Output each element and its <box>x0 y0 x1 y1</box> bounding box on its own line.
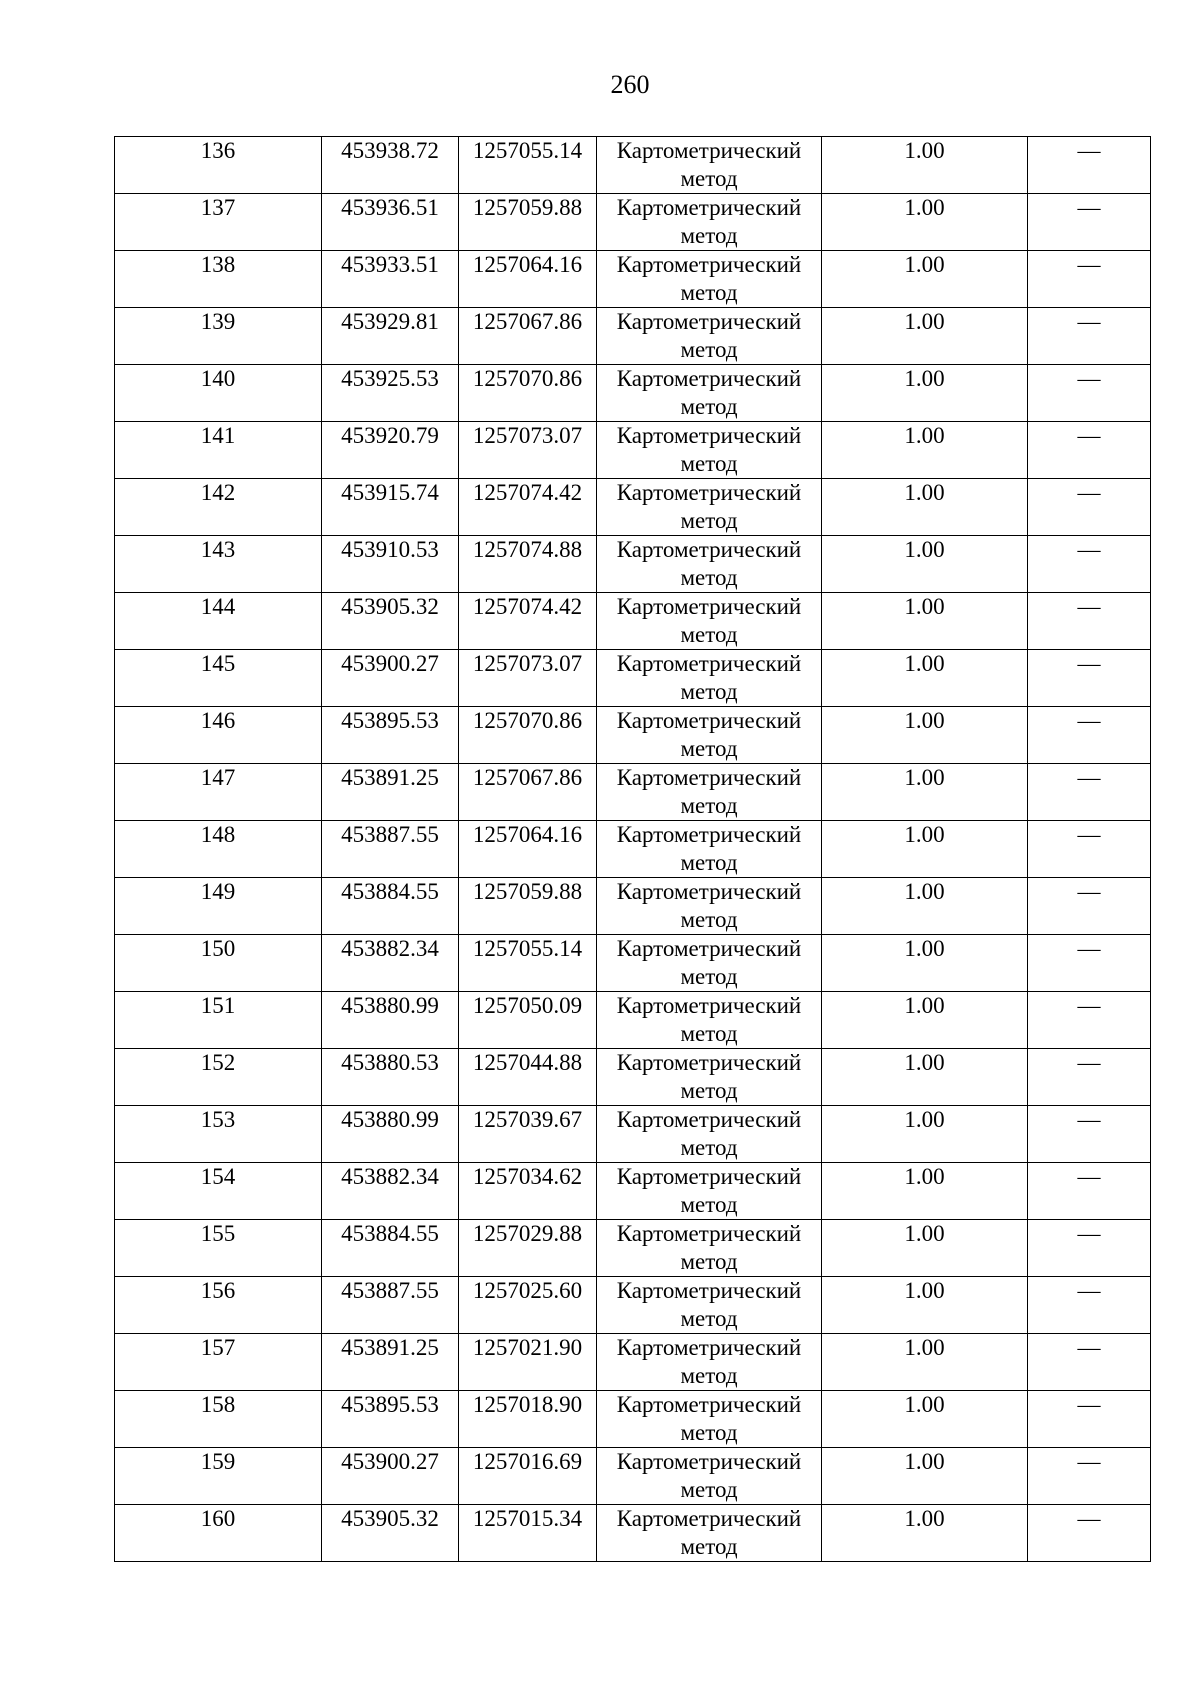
method-cell: Картометрический метод <box>597 878 822 935</box>
accuracy-cell: 1.00 <box>822 992 1028 1049</box>
y-coordinate-cell: 1257015.34 <box>459 1505 597 1562</box>
table-row <box>115 1334 1151 1391</box>
coordinates-table <box>114 136 1151 1562</box>
description-cell: — <box>1028 1334 1151 1391</box>
point-number-cell: 137 <box>115 194 322 251</box>
description-cell: — <box>1028 1220 1151 1277</box>
accuracy-cell: 1.00 <box>822 479 1028 536</box>
method-cell: Картометрический метод <box>597 1391 822 1448</box>
x-coordinate-cell: 453884.55 <box>322 1220 459 1277</box>
x-coordinate-cell: 453900.27 <box>322 650 459 707</box>
x-coordinate-cell: 453929.81 <box>322 308 459 365</box>
accuracy-cell: 1.00 <box>822 137 1028 194</box>
y-coordinate-cell: 1257064.16 <box>459 251 597 308</box>
method-cell: Картометрический метод <box>597 479 822 536</box>
accuracy-cell: 1.00 <box>822 593 1028 650</box>
description-cell: — <box>1028 1505 1151 1562</box>
accuracy-cell: 1.00 <box>822 1391 1028 1448</box>
description-cell: — <box>1028 821 1151 878</box>
method-cell: Картометрический метод <box>597 1448 822 1505</box>
x-coordinate-cell: 453905.32 <box>322 1505 459 1562</box>
y-coordinate-cell: 1257070.86 <box>459 707 597 764</box>
accuracy-cell: 1.00 <box>822 251 1028 308</box>
point-number-cell: 157 <box>115 1334 322 1391</box>
point-number-cell: 140 <box>115 365 322 422</box>
point-number-cell: 142 <box>115 479 322 536</box>
table-row <box>115 194 1151 251</box>
table-row <box>115 1505 1151 1562</box>
method-cell: Картометрический метод <box>597 422 822 479</box>
accuracy-cell: 1.00 <box>822 1448 1028 1505</box>
table-row <box>115 935 1151 992</box>
table-row <box>115 251 1151 308</box>
table-row <box>115 992 1151 1049</box>
description-cell: — <box>1028 707 1151 764</box>
y-coordinate-cell: 1257055.14 <box>459 935 597 992</box>
x-coordinate-cell: 453936.51 <box>322 194 459 251</box>
table-row <box>115 365 1151 422</box>
point-number-cell: 138 <box>115 251 322 308</box>
method-cell: Картометрический метод <box>597 251 822 308</box>
method-cell: Картометрический метод <box>597 308 822 365</box>
x-coordinate-cell: 453891.25 <box>322 764 459 821</box>
y-coordinate-cell: 1257073.07 <box>459 422 597 479</box>
point-number-cell: 144 <box>115 593 322 650</box>
description-cell: — <box>1028 1277 1151 1334</box>
y-coordinate-cell: 1257067.86 <box>459 308 597 365</box>
x-coordinate-cell: 453915.74 <box>322 479 459 536</box>
description-cell: — <box>1028 365 1151 422</box>
method-cell: Картометрический метод <box>597 593 822 650</box>
point-number-cell: 151 <box>115 992 322 1049</box>
method-cell: Картометрический метод <box>597 1163 822 1220</box>
method-cell: Картометрический метод <box>597 992 822 1049</box>
accuracy-cell: 1.00 <box>822 935 1028 992</box>
x-coordinate-cell: 453884.55 <box>322 878 459 935</box>
point-number-cell: 158 <box>115 1391 322 1448</box>
point-number-cell: 156 <box>115 1277 322 1334</box>
table-body <box>115 137 1151 1562</box>
y-coordinate-cell: 1257059.88 <box>459 878 597 935</box>
x-coordinate-cell: 453925.53 <box>322 365 459 422</box>
description-cell: — <box>1028 536 1151 593</box>
accuracy-cell: 1.00 <box>822 536 1028 593</box>
table-row <box>115 707 1151 764</box>
table-row <box>115 1448 1151 1505</box>
x-coordinate-cell: 453887.55 <box>322 1277 459 1334</box>
x-coordinate-cell: 453920.79 <box>322 422 459 479</box>
y-coordinate-cell: 1257050.09 <box>459 992 597 1049</box>
point-number-cell: 139 <box>115 308 322 365</box>
x-coordinate-cell: 453938.72 <box>322 137 459 194</box>
description-cell: — <box>1028 878 1151 935</box>
table-row <box>115 593 1151 650</box>
description-cell: — <box>1028 422 1151 479</box>
accuracy-cell: 1.00 <box>822 308 1028 365</box>
point-number-cell: 136 <box>115 137 322 194</box>
x-coordinate-cell: 453880.99 <box>322 1106 459 1163</box>
method-cell: Картометрический метод <box>597 707 822 764</box>
description-cell: — <box>1028 479 1151 536</box>
x-coordinate-cell: 453933.51 <box>322 251 459 308</box>
method-cell: Картометрический метод <box>597 1505 822 1562</box>
x-coordinate-cell: 453882.34 <box>322 1163 459 1220</box>
table-row <box>115 1220 1151 1277</box>
table-row <box>115 422 1151 479</box>
table-row <box>115 764 1151 821</box>
y-coordinate-cell: 1257039.67 <box>459 1106 597 1163</box>
description-cell: — <box>1028 593 1151 650</box>
point-number-cell: 148 <box>115 821 322 878</box>
accuracy-cell: 1.00 <box>822 821 1028 878</box>
y-coordinate-cell: 1257074.42 <box>459 479 597 536</box>
accuracy-cell: 1.00 <box>822 1505 1028 1562</box>
description-cell: — <box>1028 650 1151 707</box>
y-coordinate-cell: 1257070.86 <box>459 365 597 422</box>
method-cell: Картометрический метод <box>597 137 822 194</box>
method-cell: Картометрический метод <box>597 194 822 251</box>
table-row <box>115 1106 1151 1163</box>
method-cell: Картометрический метод <box>597 650 822 707</box>
method-cell: Картометрический метод <box>597 1334 822 1391</box>
point-number-cell: 141 <box>115 422 322 479</box>
description-cell: — <box>1028 1049 1151 1106</box>
description-cell: — <box>1028 308 1151 365</box>
description-cell: — <box>1028 764 1151 821</box>
table-row <box>115 1049 1151 1106</box>
y-coordinate-cell: 1257025.60 <box>459 1277 597 1334</box>
y-coordinate-cell: 1257073.07 <box>459 650 597 707</box>
description-cell: — <box>1028 935 1151 992</box>
x-coordinate-cell: 453895.53 <box>322 707 459 764</box>
y-coordinate-cell: 1257074.88 <box>459 536 597 593</box>
x-coordinate-cell: 453891.25 <box>322 1334 459 1391</box>
table-row <box>115 308 1151 365</box>
method-cell: Картометрический метод <box>597 935 822 992</box>
point-number-cell: 145 <box>115 650 322 707</box>
table-row <box>115 650 1151 707</box>
method-cell: Картометрический метод <box>597 1106 822 1163</box>
accuracy-cell: 1.00 <box>822 422 1028 479</box>
description-cell: — <box>1028 194 1151 251</box>
description-cell: — <box>1028 137 1151 194</box>
table-row <box>115 821 1151 878</box>
accuracy-cell: 1.00 <box>822 1163 1028 1220</box>
accuracy-cell: 1.00 <box>822 1334 1028 1391</box>
point-number-cell: 146 <box>115 707 322 764</box>
y-coordinate-cell: 1257059.88 <box>459 194 597 251</box>
y-coordinate-cell: 1257067.86 <box>459 764 597 821</box>
description-cell: — <box>1028 251 1151 308</box>
table-row <box>115 878 1151 935</box>
accuracy-cell: 1.00 <box>822 650 1028 707</box>
method-cell: Картометрический метод <box>597 764 822 821</box>
method-cell: Картометрический метод <box>597 821 822 878</box>
x-coordinate-cell: 453900.27 <box>322 1448 459 1505</box>
point-number-cell: 150 <box>115 935 322 992</box>
accuracy-cell: 1.00 <box>822 1049 1028 1106</box>
point-number-cell: 154 <box>115 1163 322 1220</box>
y-coordinate-cell: 1257064.16 <box>459 821 597 878</box>
method-cell: Картометрический метод <box>597 365 822 422</box>
table-row <box>115 479 1151 536</box>
point-number-cell: 160 <box>115 1505 322 1562</box>
y-coordinate-cell: 1257074.42 <box>459 593 597 650</box>
method-cell: Картометрический метод <box>597 1220 822 1277</box>
description-cell: — <box>1028 992 1151 1049</box>
x-coordinate-cell: 453882.34 <box>322 935 459 992</box>
accuracy-cell: 1.00 <box>822 878 1028 935</box>
y-coordinate-cell: 1257018.90 <box>459 1391 597 1448</box>
x-coordinate-cell: 453905.32 <box>322 593 459 650</box>
point-number-cell: 155 <box>115 1220 322 1277</box>
accuracy-cell: 1.00 <box>822 194 1028 251</box>
table-row <box>115 1163 1151 1220</box>
table-row <box>115 536 1151 593</box>
y-coordinate-cell: 1257021.90 <box>459 1334 597 1391</box>
description-cell: — <box>1028 1163 1151 1220</box>
method-cell: Картометрический метод <box>597 536 822 593</box>
page-number: 260 <box>610 70 650 99</box>
point-number-cell: 143 <box>115 536 322 593</box>
description-cell: — <box>1028 1448 1151 1505</box>
x-coordinate-cell: 453895.53 <box>322 1391 459 1448</box>
y-coordinate-cell: 1257055.14 <box>459 137 597 194</box>
y-coordinate-cell: 1257034.62 <box>459 1163 597 1220</box>
accuracy-cell: 1.00 <box>822 1220 1028 1277</box>
y-coordinate-cell: 1257029.88 <box>459 1220 597 1277</box>
y-coordinate-cell: 1257016.69 <box>459 1448 597 1505</box>
table-row <box>115 1391 1151 1448</box>
description-cell: — <box>1028 1106 1151 1163</box>
point-number-cell: 153 <box>115 1106 322 1163</box>
y-coordinate-cell: 1257044.88 <box>459 1049 597 1106</box>
accuracy-cell: 1.00 <box>822 707 1028 764</box>
accuracy-cell: 1.00 <box>822 764 1028 821</box>
table-row <box>115 137 1151 194</box>
accuracy-cell: 1.00 <box>822 1277 1028 1334</box>
point-number-cell: 159 <box>115 1448 322 1505</box>
point-number-cell: 149 <box>115 878 322 935</box>
x-coordinate-cell: 453910.53 <box>322 536 459 593</box>
accuracy-cell: 1.00 <box>822 1106 1028 1163</box>
x-coordinate-cell: 453887.55 <box>322 821 459 878</box>
method-cell: Картометрический метод <box>597 1277 822 1334</box>
description-cell: — <box>1028 1391 1151 1448</box>
point-number-cell: 147 <box>115 764 322 821</box>
table-row <box>115 1277 1151 1334</box>
x-coordinate-cell: 453880.99 <box>322 992 459 1049</box>
x-coordinate-cell: 453880.53 <box>322 1049 459 1106</box>
point-number-cell: 152 <box>115 1049 322 1106</box>
method-cell: Картометрический метод <box>597 1049 822 1106</box>
accuracy-cell: 1.00 <box>822 365 1028 422</box>
